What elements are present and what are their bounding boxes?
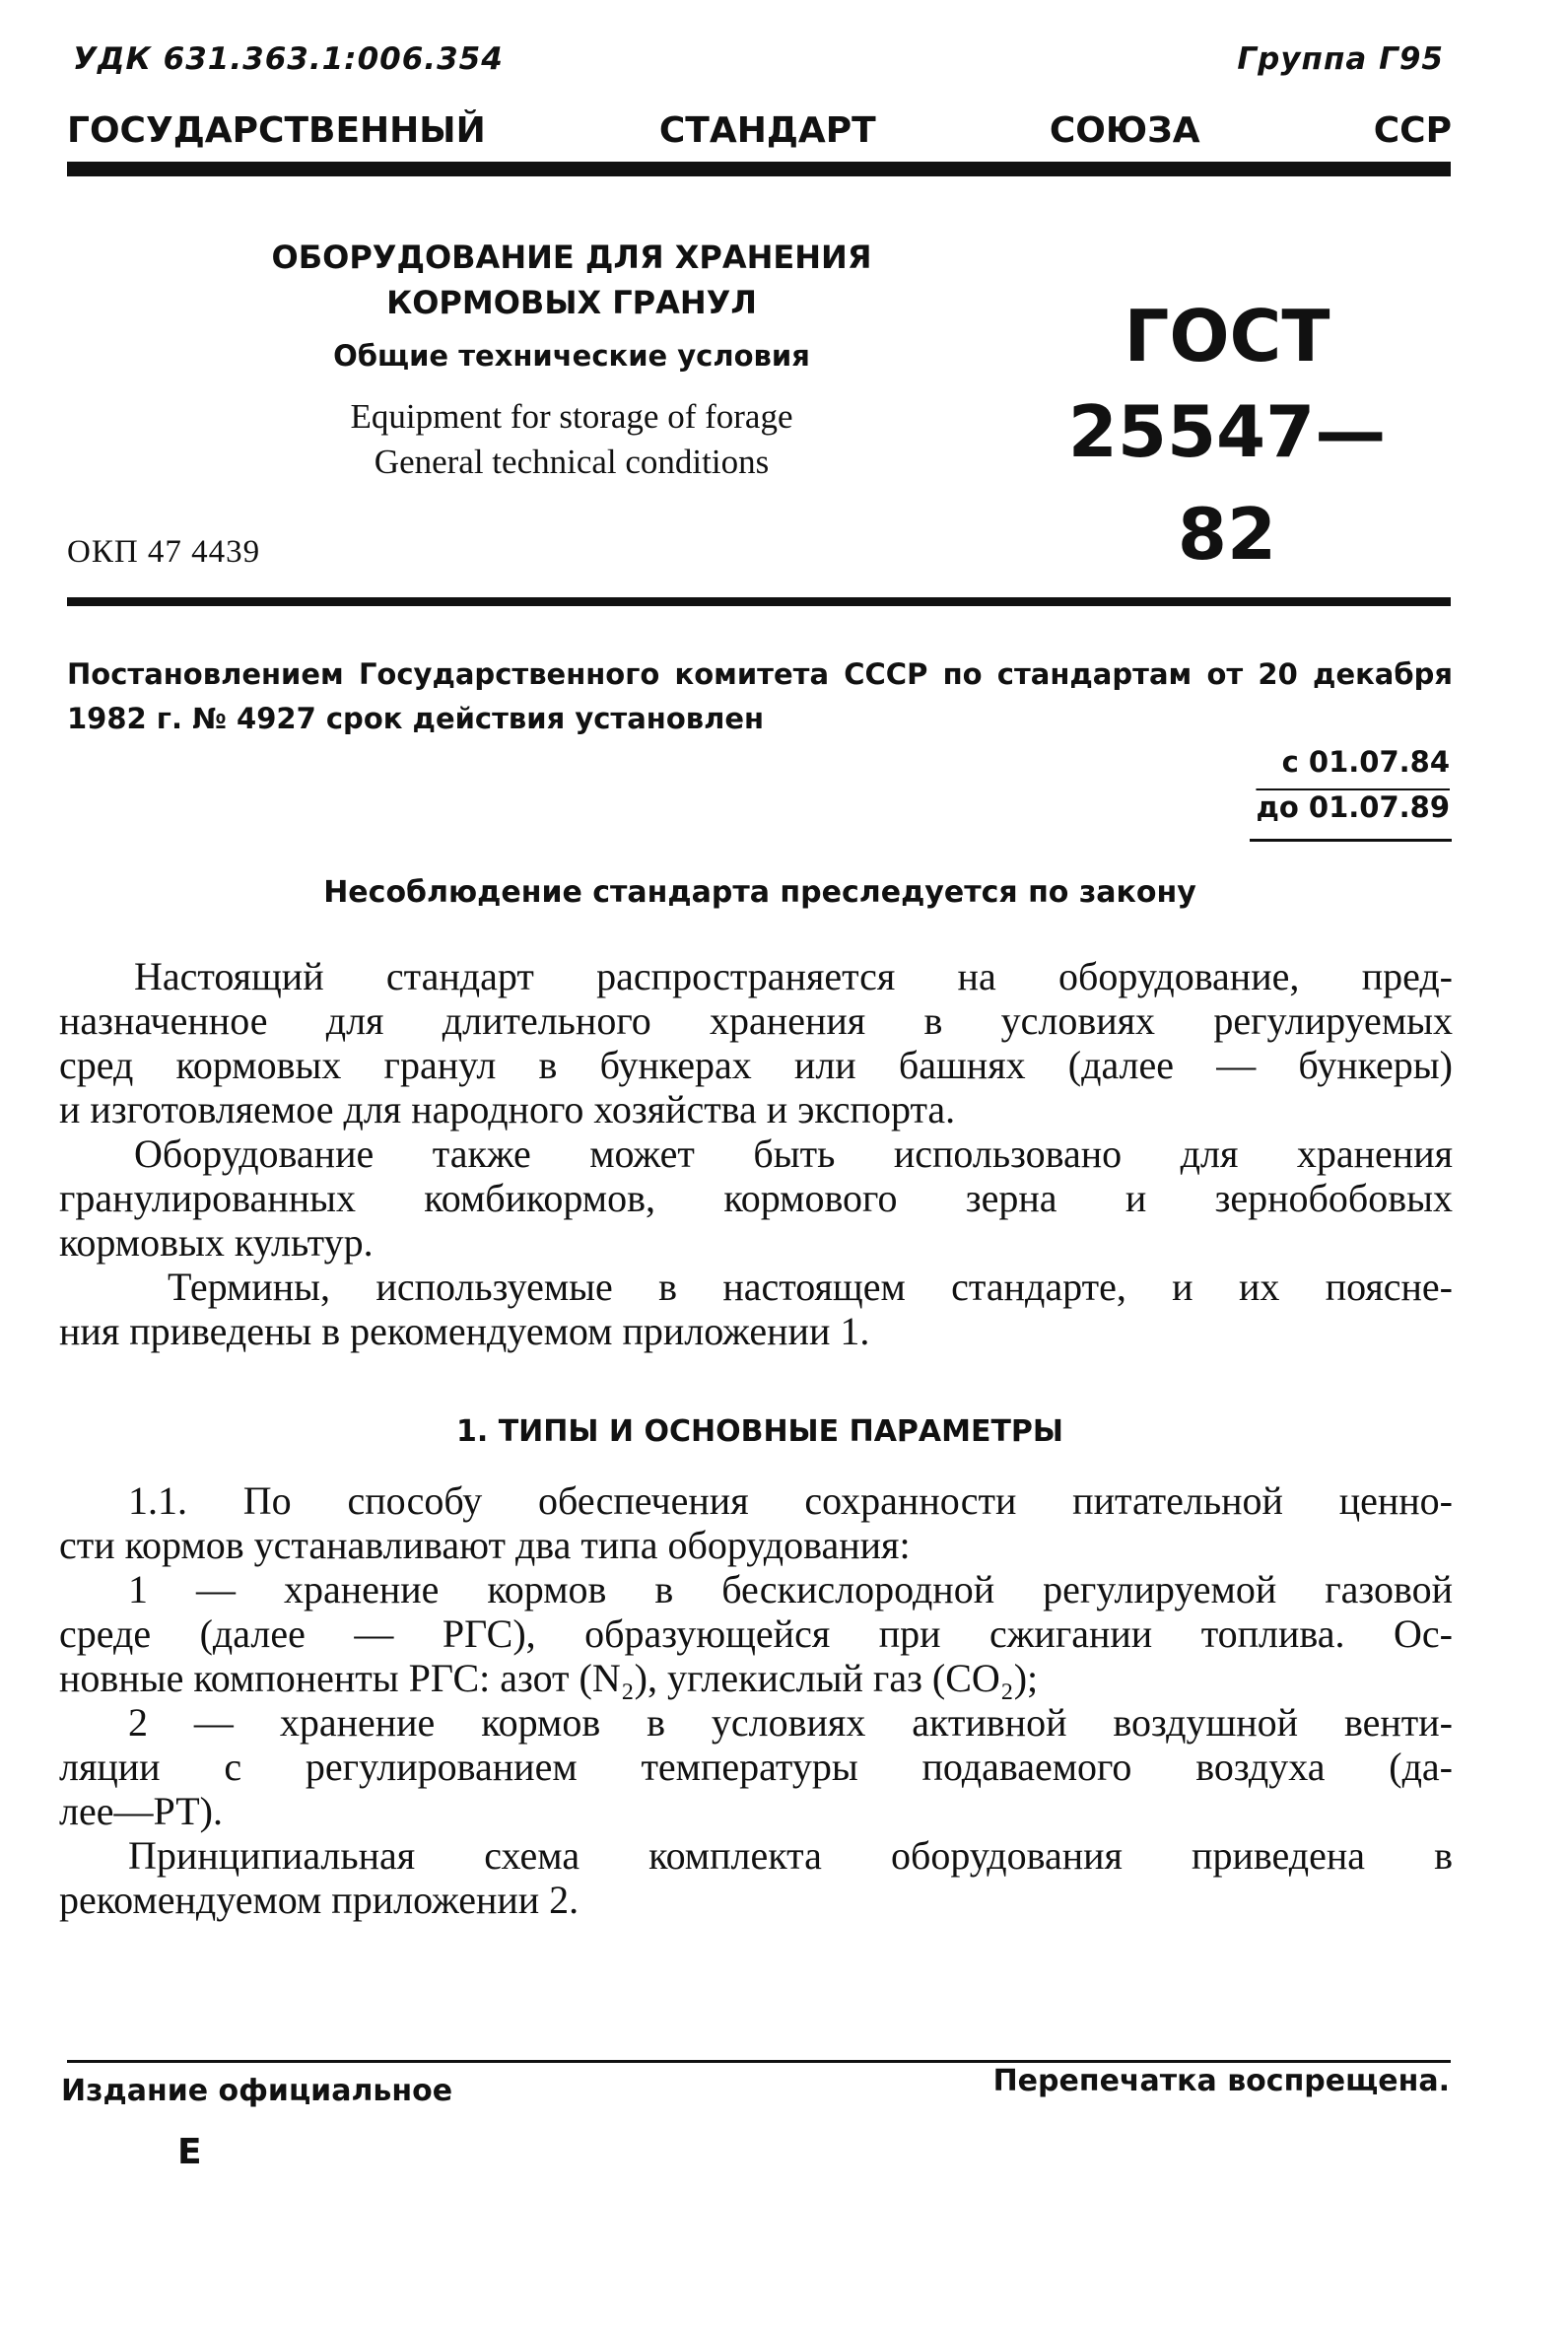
title-ru-line1: ОБОРУДОВАНИЕ ДЛЯ ХРАНЕНИЯ — [271, 239, 872, 276]
text-line: ния приведены в рекомендуемом приложении 1. — [59, 1309, 870, 1353]
udk-code: УДК 631.363.1:006.354 — [73, 41, 504, 77]
valid-from: с 01.07.84 — [1281, 745, 1450, 779]
edition-note: Издание официальное — [61, 2074, 453, 2108]
middle-rule — [67, 597, 1451, 606]
validity-underline — [1250, 839, 1452, 842]
state-standard-banner — [67, 110, 1452, 151]
edition-letter: Е — [177, 2132, 202, 2172]
valid-to: до 01.07.89 — [1256, 790, 1450, 824]
legal-warning: Несоблюдение стандарта преследуется по закону — [323, 875, 1196, 910]
decree-line: Постановлением Государственного комитета СССР по стандартам от 20 декабря — [67, 657, 1453, 691]
group-code: Группа Г95 — [1237, 41, 1444, 77]
validity-dates — [1256, 739, 1450, 830]
gost-label: ГОСТ — [1124, 295, 1330, 377]
decree-line: 1982 г. № 4927 срок действия установлен — [67, 702, 765, 735]
text-line: Оборудование также может быть использовано для хранения — [134, 1131, 1453, 1176]
title-en-line1: Equipment for storage of forage — [350, 397, 793, 436]
banner-word: ССР — [1373, 110, 1452, 151]
footer-rule — [67, 2060, 1451, 2063]
text-line: гранулированных комбикормов, кормового зерна и зернобобовых — [59, 1176, 1453, 1220]
banner-word: ГОСУДАРСТВЕННЫЙ — [67, 110, 486, 151]
section-heading: 1. ТИПЫ И ОСНОВНЫЕ ПАРАМЕТРЫ — [455, 1414, 1063, 1449]
top-rule — [67, 162, 1451, 176]
text-line: сти кормов устанавливают два типа оборудования: — [59, 1523, 911, 1567]
title-block — [227, 235, 917, 485]
title-ru-line2: КОРМОВЫХ ГРАНУЛ — [386, 284, 757, 321]
text-line: сред кормовых гранул в бункерах или башнях (далее — бункеры) — [59, 1043, 1453, 1087]
gost-number: 25547—82 — [1067, 390, 1387, 576]
text-line: 1.1. По способу обеспечения сохранности питательной ценно- — [128, 1478, 1453, 1523]
text-line: назначенное для длительного хранения в условиях регулируемых — [59, 998, 1453, 1043]
text-line: новные компоненты РГС: азот (N₂), углекислый газ (CO₂); — [59, 1656, 1039, 1700]
okp-code: ОКП 47 4439 — [67, 534, 261, 570]
decree-text — [67, 652, 1453, 741]
reprint-note: Перепечатка воспрещена. — [992, 2064, 1450, 2098]
title-ru-subtitle: Общие технические условия — [333, 339, 810, 373]
text-line: Настоящий стандарт распространяется на оборудование, пред- — [134, 954, 1453, 998]
text-line: лее—РТ). — [59, 1789, 223, 1833]
gost-designation — [1030, 292, 1424, 585]
banner-word: СОЮЗА — [1049, 110, 1200, 151]
text-line: рекомендуемом приложении 2. — [59, 1878, 579, 1922]
text-line: и изготовляемое для народного хозяйства и экспорта. — [59, 1087, 956, 1131]
banner-word: СТАНДАРТ — [658, 110, 876, 151]
intro-text — [59, 954, 1453, 1353]
text-line: кормовых культур. — [59, 1220, 374, 1265]
title-en-line2: General technical conditions — [374, 443, 770, 481]
text-line: среде (далее — РГС), образующейся при сжигании топлива. Ос- — [59, 1611, 1453, 1656]
text-line: 1 — хранение кормов в бескислородной регулируемой газовой — [128, 1567, 1453, 1611]
text-line: 2 — хранение кормов в условиях активной воздушной венти- — [128, 1700, 1453, 1745]
text-line: Принципиальная схема комплекта оборудования приведена в — [128, 1833, 1453, 1878]
text-line: ляции с регулированием температуры подаваемого воздуха (да- — [59, 1745, 1453, 1789]
text-line: Термины, используемые в настоящем стандарте, и их поясне- — [168, 1265, 1453, 1309]
section-1-text — [59, 1478, 1453, 1922]
